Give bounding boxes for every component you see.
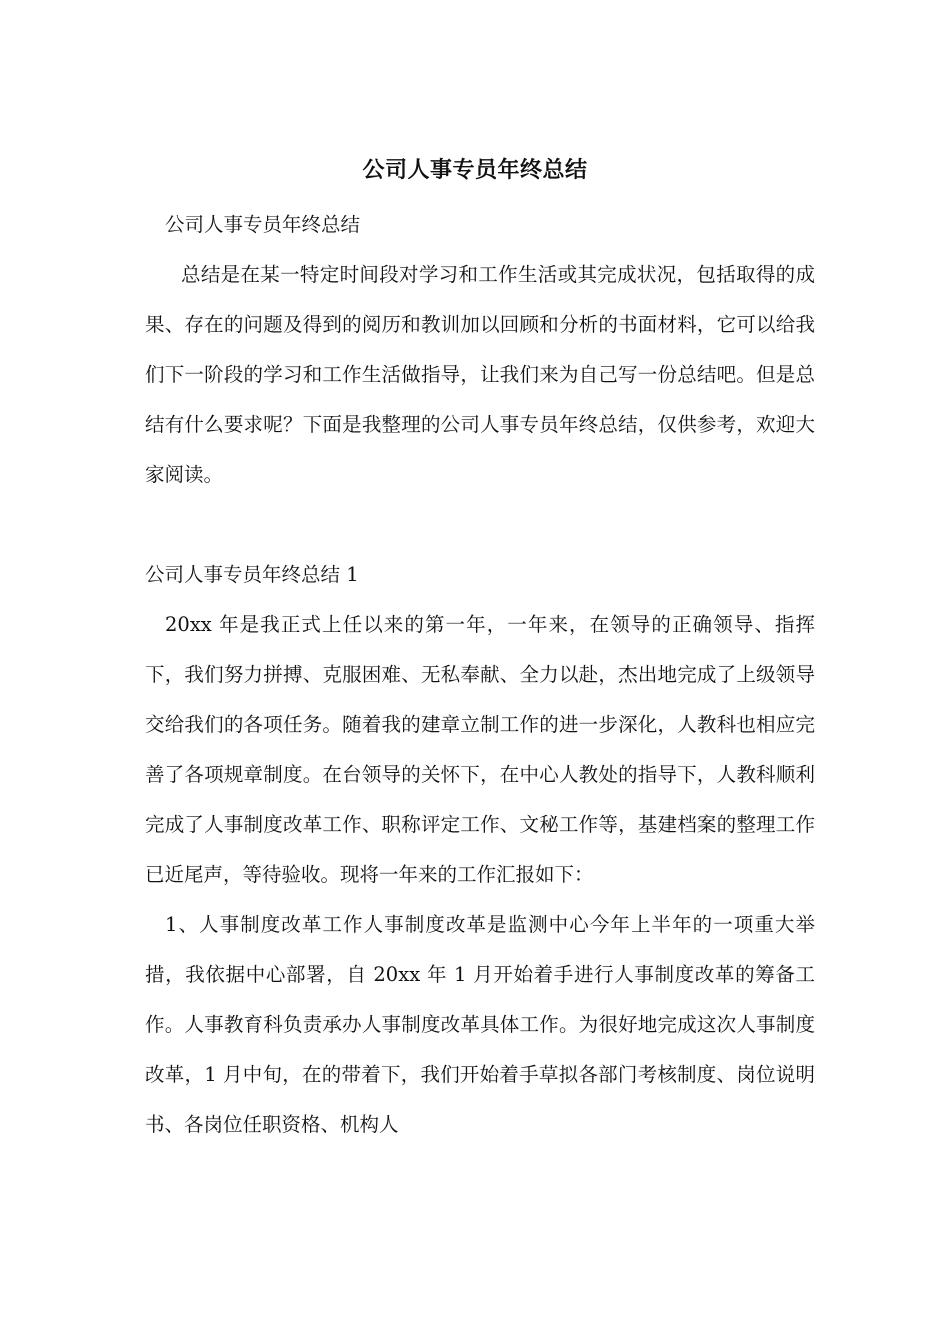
intro-paragraph: 总结是在某一特定时间段对学习和工作生活或其完成状况，包括取得的成果、存在的问题及得到的阅历和教训加以回顾和分析的书面材料，它可以给我们下一阶段的学习和工作生活做指导，让我们来为自己写一份总结吧。但是总结有什么要求呢？下面是我整理的公司人事专员年终总结，仅供参考，欢迎大家阅读。 — [145, 263, 815, 486]
body-paragraph-1: 20xx 年是我正式上任以来的第一年，一年来，在领导的正确领导、指挥下，我们努力拼搏、克服困难、无私奉献、全力以赴，杰出地完成了上级领导交给我们的各项任务。随着我的建章立制工作的进一步深化，人教科也相应完善了各项规章制度。在台领导的关怀下，在中心人教处的指导下，人教科顺利完成了人事制度改革工作、职称评定工作、文秘工作等，基建档案的整理工作已近尾声，等待验收。现将一年来的工作汇报如下： — [145, 613, 815, 886]
body-paragraph-2: 1、人事制度改革工作人事制度改革是监测中心今年上半年的一项重大举措，我依据中心部署，自 20xx 年 1 月开始着手进行人事制度改革的筹备工作。人事教育科负责承办人事制度改革具体工作。为很好地完成这次人事制度改革，1 月中旬，在的带着下，我们开始着手草拟各部门考核制度、岗位说明书、各岗位任职资格、机构人 — [145, 913, 815, 1136]
document-title: 公司人事专员年终总结 — [362, 157, 588, 183]
document-body — [145, 200, 815, 1150]
section-heading: 公司人事专员年终总结 1 — [145, 563, 359, 586]
document-subtitle: 公司人事专员年终总结 — [165, 213, 361, 236]
